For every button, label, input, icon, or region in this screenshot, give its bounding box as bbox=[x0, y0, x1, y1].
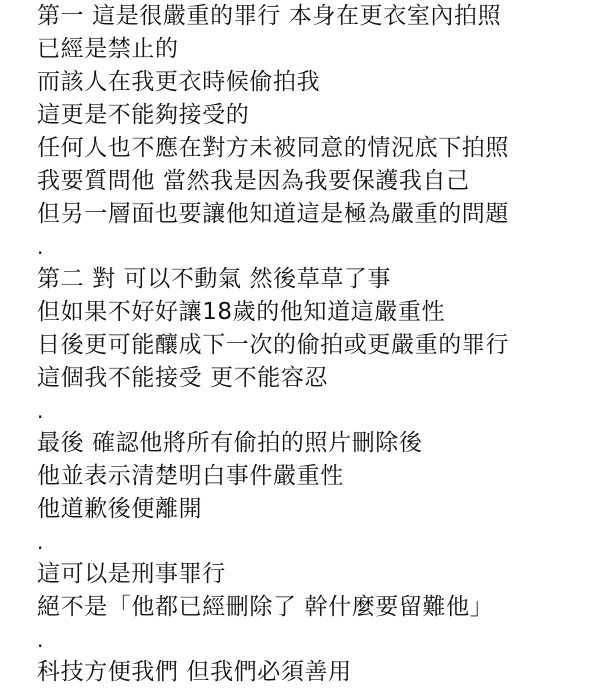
text-line: 而該人在我更衣時候偷拍我 bbox=[37, 69, 321, 95]
text-line: 任何人也不應在對方未被同意的情況底下拍照 bbox=[37, 135, 509, 161]
text-line: 絕不是「他都已經刪除了 幹什麼要留難他」 bbox=[37, 594, 494, 620]
text-line: 科技方便我們 但我們必須善用 bbox=[37, 659, 352, 685]
text-line: 但另一層面也要讓他知道這是極為嚴重的問題 bbox=[37, 201, 509, 227]
text-line: 他並表示清楚明白事件嚴重性 bbox=[37, 463, 344, 489]
text-line: 日後更可能釀成下一次的偷拍或更嚴重的罪行 bbox=[37, 332, 509, 358]
text-line: 這個我不能接受 更不能容忍 bbox=[37, 365, 329, 391]
dot-separator: . bbox=[37, 530, 44, 554]
text-line: 第二 對 可以不動氣 然後草草了事 bbox=[37, 266, 392, 292]
text-line: 已經是禁止的 bbox=[37, 36, 179, 62]
text-line: 但如果不好好讓18歲的他知道這嚴重性 bbox=[37, 299, 446, 325]
text-line: 第一 這是很嚴重的罪行 本身在更衣室內拍照 bbox=[37, 3, 502, 29]
dot-separator: . bbox=[37, 628, 44, 652]
post-text bbox=[37, 0, 593, 689]
dot-separator: . bbox=[37, 235, 44, 259]
dot-separator: . bbox=[37, 399, 44, 423]
text-line: 最後 確認他將所有偷拍的照片刪除後 bbox=[37, 430, 423, 456]
text-line: 他道歉後便離開 bbox=[37, 496, 203, 522]
text-line: 這可以是刑事罪行 bbox=[37, 561, 226, 587]
text-line: 這更是不能夠接受的 bbox=[37, 102, 250, 128]
text-line: 我要質問他 當然我是因為我要保護我自己 bbox=[37, 168, 470, 194]
